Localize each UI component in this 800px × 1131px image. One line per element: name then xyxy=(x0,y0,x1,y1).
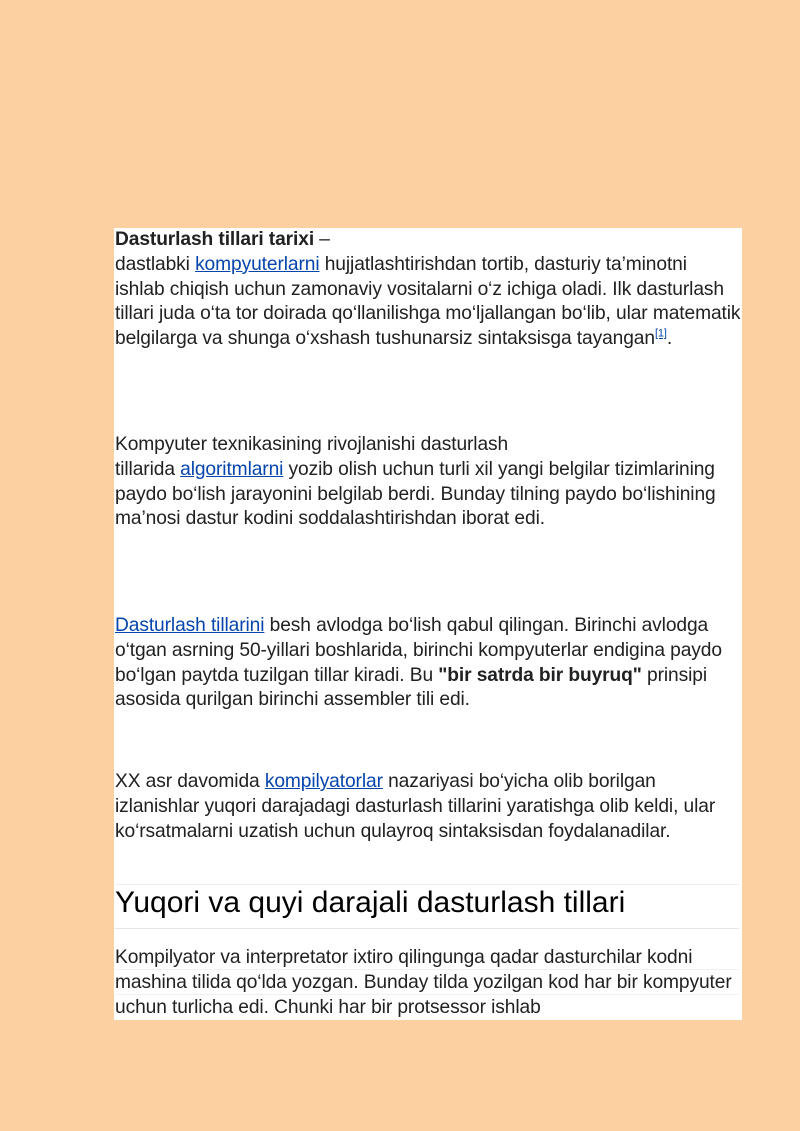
levels-paragraph xyxy=(115,946,741,1020)
bold-phrase: "bir satrda bir buyruq" xyxy=(438,664,642,686)
history-paragraph xyxy=(115,433,741,532)
intro-paragraph xyxy=(115,228,741,352)
generations-text-post: prinsipi asosida qurilgan birinchi assembler tili edi. xyxy=(115,664,708,711)
intro-text-post: hujjatlashtirishdan tortib, dasturiy ta’minotni ishlab chiqish uchun zamonaviy vositalarni o‘z ichiga oladi. Ilk dasturlash tillari juda o‘ta tor doirada qo‘llanilishga mo‘ljallangan bo‘lib, ular matematik belgilarga va shunga o‘xshash tushunarsiz sintaksisga tayangan xyxy=(115,253,741,350)
article-title: Dasturlash tillari tarixi xyxy=(115,229,315,250)
link-kompyuterlarni[interactable]: kompyuterlarni xyxy=(195,253,320,275)
reference-link-1[interactable]: [1] xyxy=(654,327,667,340)
compilers-paragraph xyxy=(115,770,741,844)
generations-paragraph xyxy=(115,614,741,713)
compilers-text-post: nazariyasi bo‘yicha olib borilgan izlanishlar yuqori darajadagi dasturlash tillarini yaratishga olib keldi, ular ko‘rsatmalarni uzatish uchun qulayroq sintaksisdan foydalanadilar. xyxy=(115,771,716,842)
history-line-1: Kompyuter texnikasining rivojlanishi dasturlash xyxy=(115,434,509,455)
title-dash: – xyxy=(314,229,330,250)
section-heading: Yuqori va quyi darajali dasturlash tillari xyxy=(115,880,739,929)
intro-end: . xyxy=(666,328,673,350)
history-text-post: yozib olish uchun turli xil yangi belgilar tizimlarining paydo bo‘lish jarayonini belgilab berdi. Bunday tilning paydo bo‘lishining ma’nosi dastur kodini soddalashtirishdan iborat edi. xyxy=(115,458,716,530)
history-text-pre: tillarida xyxy=(115,458,181,480)
document-page xyxy=(114,228,742,1020)
compilers-text-pre: XX asr davomida xyxy=(115,771,265,792)
link-kompilyatorlar[interactable]: kompilyatorlar xyxy=(264,771,383,792)
intro-text-pre: dastlabki xyxy=(115,253,196,275)
generations-text-pre: besh avlodga bo‘lish qabul qilingan. Birinchi avlodga o‘tgan asrning 50-yillari boshlarida, birinchi kompyuterlar endigina paydo bo‘lgan paytda tuzilgan tillar kiradi. Bu xyxy=(115,615,722,686)
link-algoritmlarni[interactable]: algoritmlarni xyxy=(180,458,284,480)
text-rule xyxy=(115,969,739,970)
text-rule xyxy=(115,994,739,995)
levels-text: Kompilyator va interpretator ixtiro qilingunga qadar dasturchilar kodni mashina tilida qo‘lda yozgan. Bunday tilda yozilgan kod har bir kompyuter uchun turlicha edi. Chunki har bir protsessor ishlab xyxy=(115,947,732,1018)
link-dasturlash-tillarini[interactable]: Dasturlash tillarini xyxy=(115,615,265,636)
